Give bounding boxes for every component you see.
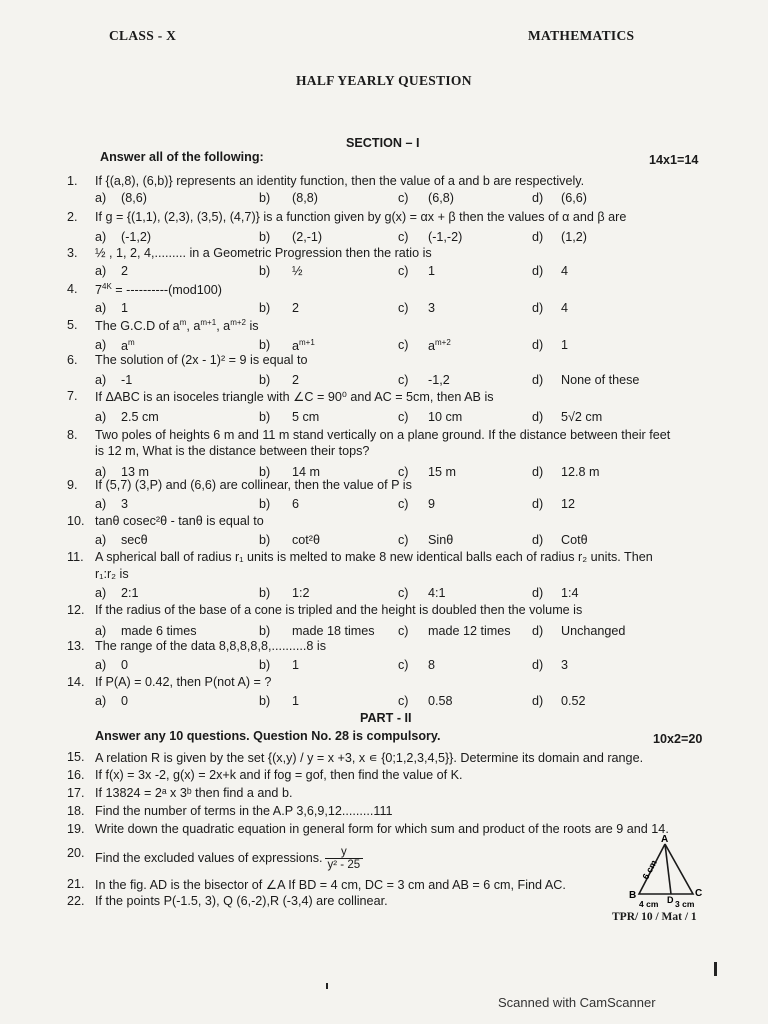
option-label: d) bbox=[532, 533, 544, 547]
option-value-text: -1 bbox=[121, 373, 133, 387]
vertex-a-label: A bbox=[661, 834, 669, 845]
option-value-text: 2 bbox=[121, 264, 129, 278]
options-row bbox=[0, 191, 768, 206]
option-value-text: 2:1 bbox=[121, 586, 139, 600]
option-label: c) bbox=[398, 465, 409, 479]
question-text-body: Find the number of terms in the A.P 3,6,9,12.........111 bbox=[95, 804, 393, 818]
option-value-text: 9 bbox=[428, 497, 436, 511]
option-value bbox=[428, 230, 462, 244]
option-label: b) bbox=[259, 264, 271, 278]
option-value bbox=[428, 694, 453, 708]
option-value-text: 3 bbox=[121, 497, 129, 511]
question-text: If P(A) = 0.42, then P(not A) = ? bbox=[95, 675, 272, 689]
option-value-text: 12 bbox=[561, 497, 576, 511]
option-value bbox=[428, 373, 450, 387]
option-value-text: secθ bbox=[121, 533, 148, 547]
option-value-text: 12.8 m bbox=[561, 465, 600, 479]
section-instruction: Answer all of the following: bbox=[100, 150, 264, 164]
option-label: b) bbox=[259, 533, 271, 547]
option-value-text: 4 bbox=[561, 264, 569, 278]
option-label: b) bbox=[259, 694, 271, 708]
option-value bbox=[292, 465, 320, 479]
option-label: c) bbox=[398, 586, 409, 600]
option-label: d) bbox=[532, 301, 544, 315]
question-text-body: A relation R is given by the set {(x,y) / y = x +3, x ∊ {0;1,2,3,4,5}}. Determine its domain and range. bbox=[95, 751, 644, 765]
question-number: 17. bbox=[67, 786, 85, 800]
question-text bbox=[95, 894, 388, 908]
option-value-text: 1 bbox=[561, 338, 569, 352]
option-value-text: 0 bbox=[121, 658, 129, 672]
option-label: c) bbox=[398, 373, 409, 387]
question-text-body: Write down the quadratic equation in general form for which sum and product of the roots are 9 and 14. bbox=[95, 822, 669, 836]
question-number: 1. bbox=[67, 174, 78, 188]
option-exponent: m+2 bbox=[435, 338, 451, 347]
option-value-text: made 6 times bbox=[121, 624, 197, 638]
option-label: b) bbox=[259, 230, 271, 244]
section-marks: 14x1=14 bbox=[649, 153, 699, 167]
option-label: a) bbox=[95, 497, 107, 511]
option-value-text: 0 bbox=[121, 694, 129, 708]
option-value-text: Cotθ bbox=[561, 533, 588, 547]
option-value bbox=[292, 658, 299, 672]
option-label: c) bbox=[398, 497, 409, 511]
option-value bbox=[561, 586, 579, 600]
question-text-continued: is 12 m, What is the distance between their tops? bbox=[95, 444, 370, 458]
fraction-numerator: y bbox=[325, 846, 364, 859]
option-value bbox=[121, 465, 149, 479]
question-number: 22. bbox=[67, 894, 85, 908]
question-text bbox=[95, 877, 566, 892]
question-text bbox=[95, 804, 393, 818]
option-value bbox=[561, 338, 568, 352]
option-label: d) bbox=[532, 410, 544, 424]
fraction-expression bbox=[325, 846, 364, 871]
question-text bbox=[95, 822, 669, 836]
scanner-watermark: Scanned with CamScanner bbox=[498, 995, 656, 1010]
options-row bbox=[0, 533, 768, 548]
option-value bbox=[121, 533, 148, 547]
option-value-text: -1,2 bbox=[428, 373, 450, 387]
option-value-text: (1,2) bbox=[561, 230, 587, 244]
options-row bbox=[0, 658, 768, 673]
question-text: Two poles of heights 6 m and 11 m stand vertically on a plane ground. If the distance between their feet bbox=[95, 428, 671, 442]
class-label: CLASS - X bbox=[109, 28, 177, 43]
question-text bbox=[95, 768, 463, 782]
option-value-text: made 18 times bbox=[292, 624, 375, 638]
option-label: b) bbox=[259, 497, 271, 511]
part2-title: PART - II bbox=[360, 711, 412, 725]
vertex-c-label: C bbox=[695, 888, 703, 899]
option-value-text: cot²θ bbox=[292, 533, 320, 547]
option-value-text: 8 bbox=[428, 658, 436, 672]
option-value bbox=[292, 624, 375, 638]
option-value bbox=[561, 533, 588, 547]
option-label: b) bbox=[259, 586, 271, 600]
option-label: d) bbox=[532, 694, 544, 708]
option-value-text: 2 bbox=[292, 373, 300, 387]
option-label: a) bbox=[95, 373, 107, 387]
question-number: 14. bbox=[67, 675, 85, 689]
question-text: tanθ cosec²θ - tanθ is equal to bbox=[95, 514, 264, 528]
option-value bbox=[292, 338, 315, 353]
option-value-text: made 12 times bbox=[428, 624, 511, 638]
option-label: b) bbox=[259, 338, 271, 352]
question-text: If {(a,8), (6,b)} represents an identity function, then the value of a and b are respectively. bbox=[95, 174, 585, 188]
question-number: 10. bbox=[67, 514, 85, 528]
option-value-text: 1:2 bbox=[292, 586, 310, 600]
option-label: c) bbox=[398, 338, 409, 352]
question-number: 9. bbox=[67, 478, 78, 492]
options-row bbox=[0, 497, 768, 512]
option-value-text: 1 bbox=[121, 301, 129, 315]
option-value bbox=[121, 624, 197, 638]
option-label: b) bbox=[259, 191, 271, 205]
option-value-text: Sinθ bbox=[428, 533, 454, 547]
options-row bbox=[0, 373, 768, 388]
scan-artifact-mark bbox=[714, 962, 717, 976]
option-label: c) bbox=[398, 694, 409, 708]
exam-title: HALF YEARLY QUESTION bbox=[296, 73, 472, 88]
option-value bbox=[428, 586, 446, 600]
option-value-text: ½ bbox=[292, 264, 303, 278]
option-value-text: 1 bbox=[428, 264, 436, 278]
options-row bbox=[0, 301, 768, 316]
option-label: a) bbox=[95, 264, 107, 278]
option-label: d) bbox=[532, 624, 544, 638]
question-text: The solution of (2x - 1)² = 9 is equal to bbox=[95, 353, 308, 367]
subject-label: MATHEMATICS bbox=[528, 28, 635, 43]
option-value bbox=[121, 264, 128, 278]
option-value-text: a bbox=[428, 339, 436, 354]
page-code: TPR/ 10 / Mat / 1 bbox=[612, 911, 697, 923]
options-row bbox=[0, 264, 768, 279]
option-label: a) bbox=[95, 694, 107, 708]
question-exponent: m bbox=[179, 318, 187, 327]
option-label: b) bbox=[259, 301, 271, 315]
option-label: a) bbox=[95, 191, 107, 205]
option-label: a) bbox=[95, 533, 107, 547]
option-label: c) bbox=[398, 191, 409, 205]
option-value bbox=[292, 410, 319, 424]
option-label: c) bbox=[398, 410, 409, 424]
question-number: 13. bbox=[67, 639, 85, 653]
question-number: 18. bbox=[67, 804, 85, 818]
vertex-b-label: B bbox=[629, 890, 637, 901]
question-exponent: m+2 bbox=[230, 318, 246, 327]
question-text-continued: r₁:r₂ is bbox=[95, 567, 129, 581]
option-value bbox=[428, 191, 454, 205]
question-text: A spherical ball of radius r₁ units is melted to make 8 new identical balls each of radius r₂ units. Then bbox=[95, 550, 653, 564]
option-label: a) bbox=[95, 301, 107, 315]
option-value bbox=[561, 465, 600, 479]
option-value-text: 3 bbox=[561, 658, 569, 672]
question-text: The range of the data 8,8,8,8,8,..........8 is bbox=[95, 639, 327, 653]
question-number: 7. bbox=[67, 389, 78, 403]
option-value-text: 4:1 bbox=[428, 586, 446, 600]
option-value bbox=[121, 230, 151, 244]
option-value-text: 14 m bbox=[292, 465, 320, 479]
question-text: If g = {(1,1), (2,3), (3,5), (4,7)} is a function given by g(x) = αx + β then the values of α and β are bbox=[95, 210, 627, 224]
section-title: SECTION – I bbox=[346, 136, 420, 150]
option-value bbox=[561, 497, 575, 511]
option-value bbox=[121, 694, 128, 708]
question-text-mid: , a bbox=[186, 319, 201, 334]
option-value bbox=[292, 694, 299, 708]
question-text-base: 7 bbox=[95, 283, 103, 298]
options-row bbox=[0, 694, 768, 709]
option-value-text: (8,6) bbox=[121, 191, 147, 205]
question-text-pre: The G.C.D of a bbox=[95, 319, 180, 334]
option-label: c) bbox=[398, 658, 409, 672]
option-value bbox=[292, 301, 299, 315]
part2-instruction: Answer any 10 questions. Question No. 28 is compulsory. bbox=[95, 729, 441, 743]
option-label: a) bbox=[95, 230, 107, 244]
option-value bbox=[561, 694, 586, 708]
side-ab-label: 6 cm bbox=[640, 858, 659, 882]
option-value bbox=[292, 373, 299, 387]
option-value bbox=[121, 338, 135, 353]
option-value-text: (-1,-2) bbox=[428, 230, 463, 244]
option-value-text: 5 cm bbox=[292, 410, 320, 424]
option-label: c) bbox=[398, 264, 409, 278]
options-row bbox=[0, 586, 768, 601]
question-text bbox=[95, 750, 643, 765]
option-value bbox=[428, 264, 435, 278]
option-value-text: 5√2 cm bbox=[561, 410, 603, 424]
option-value bbox=[121, 586, 139, 600]
option-value-text: 1:4 bbox=[561, 586, 579, 600]
option-value-text: 2.5 cm bbox=[121, 410, 159, 424]
option-value-text: 2 bbox=[292, 301, 300, 315]
part2-marks: 10x2=20 bbox=[653, 732, 703, 746]
option-value bbox=[292, 191, 318, 205]
option-label: d) bbox=[532, 465, 544, 479]
option-label: b) bbox=[259, 465, 271, 479]
question-number: 12. bbox=[67, 603, 85, 617]
question-number: 20. bbox=[67, 846, 85, 860]
option-label: d) bbox=[532, 230, 544, 244]
option-value bbox=[428, 465, 456, 479]
option-value bbox=[121, 373, 132, 387]
option-value-text: 1 bbox=[292, 658, 300, 672]
option-value bbox=[292, 230, 322, 244]
option-value-text: 0.52 bbox=[561, 694, 586, 708]
question-exponent: m+1 bbox=[200, 318, 217, 327]
question-number: 8. bbox=[67, 428, 78, 442]
option-value-text: 4 bbox=[561, 301, 569, 315]
option-value-text: 13 m bbox=[121, 465, 149, 479]
option-label: b) bbox=[259, 410, 271, 424]
option-label: a) bbox=[95, 410, 107, 424]
question-text-post: is bbox=[246, 319, 259, 334]
option-value-text: (-1,2) bbox=[121, 230, 152, 244]
question-text-body: Find the excluded values of expressions. bbox=[95, 850, 323, 865]
option-label: b) bbox=[259, 373, 271, 387]
option-value bbox=[428, 533, 453, 547]
scan-artifact-dot bbox=[326, 983, 328, 989]
question-text-rest: = ----------(mod100) bbox=[111, 283, 223, 298]
option-label: c) bbox=[398, 533, 409, 547]
option-value bbox=[121, 658, 128, 672]
triangle-figure bbox=[625, 832, 715, 914]
option-label: a) bbox=[95, 465, 107, 479]
question-text-body: If 13824 = 2ᵃ x 3ᵇ then find a and b. bbox=[95, 786, 293, 800]
option-label: a) bbox=[95, 338, 107, 352]
option-value bbox=[292, 586, 310, 600]
option-value-text: (6,6) bbox=[561, 191, 587, 205]
question-text-mid: , a bbox=[216, 319, 231, 334]
option-value bbox=[561, 230, 587, 244]
question-text-body: If the points P(-1.5, 3), Q (6,-2),R (-3,4) are collinear. bbox=[95, 894, 388, 908]
option-exponent: m bbox=[128, 338, 135, 347]
question-number: 16. bbox=[67, 768, 85, 782]
option-label: d) bbox=[532, 497, 544, 511]
option-value bbox=[292, 264, 303, 278]
question-number: 11. bbox=[67, 550, 84, 564]
options-row bbox=[0, 338, 768, 353]
question-number: 2. bbox=[67, 210, 78, 224]
option-value bbox=[428, 338, 451, 353]
question-number: 3. bbox=[67, 246, 78, 260]
options-row bbox=[0, 410, 768, 425]
question-number: 5. bbox=[67, 318, 78, 332]
option-value bbox=[428, 624, 511, 638]
segment-bd-label: 4 cm bbox=[639, 899, 659, 909]
option-value bbox=[428, 301, 435, 315]
option-label: d) bbox=[532, 586, 544, 600]
option-label: a) bbox=[95, 624, 107, 638]
question-number: 15. bbox=[67, 750, 85, 764]
options-row bbox=[0, 624, 768, 639]
option-value bbox=[561, 373, 639, 387]
option-label: c) bbox=[398, 301, 409, 315]
option-value bbox=[428, 497, 435, 511]
option-value-text: None of these bbox=[561, 373, 640, 387]
vertex-d-label: D bbox=[667, 895, 674, 905]
option-label: c) bbox=[398, 624, 409, 638]
option-label: d) bbox=[532, 191, 544, 205]
option-value bbox=[561, 658, 568, 672]
option-value-text: 10 cm bbox=[428, 410, 463, 424]
option-value-text: a bbox=[292, 339, 300, 354]
question-text: If ΔABC is an isoceles triangle with ∠C = 90⁰ and AC = 5cm, then AB is bbox=[95, 390, 494, 404]
option-label: d) bbox=[532, 338, 544, 352]
option-value-text: (2,-1) bbox=[292, 230, 323, 244]
option-label: b) bbox=[259, 658, 271, 672]
option-value bbox=[561, 191, 587, 205]
option-value bbox=[428, 658, 435, 672]
question-number: 4. bbox=[67, 282, 78, 296]
option-value-text: Unchanged bbox=[561, 624, 626, 638]
option-value-text: 6 bbox=[292, 497, 300, 511]
question-text-body: If f(x) = 3x -2, g(x) = 2x+k and if fog = gof, then find the value of K. bbox=[95, 768, 463, 782]
option-value-text: 3 bbox=[428, 301, 436, 315]
option-label: c) bbox=[398, 230, 409, 244]
option-label: d) bbox=[532, 373, 544, 387]
question-text bbox=[95, 846, 363, 871]
option-value bbox=[561, 410, 602, 424]
option-label: d) bbox=[532, 264, 544, 278]
option-value bbox=[428, 410, 462, 424]
option-value-text: 1 bbox=[292, 694, 300, 708]
question-text: If (5,7) (3,P) and (6,6) are collinear, then the value of P is bbox=[95, 478, 412, 492]
option-value-text: a bbox=[121, 339, 129, 354]
question-number: 21. bbox=[67, 877, 85, 891]
option-value-text: (6,8) bbox=[428, 191, 454, 205]
option-value-text: 15 m bbox=[428, 465, 456, 479]
option-label: a) bbox=[95, 586, 107, 600]
question-text bbox=[95, 786, 292, 800]
option-value bbox=[121, 191, 147, 205]
question-number: 19. bbox=[67, 822, 85, 836]
question-text-body: In the fig. AD is the bisector of ∠A If BD = 4 cm, DC = 3 cm and AB = 6 cm, Find AC. bbox=[95, 878, 566, 892]
option-value-text: 0.58 bbox=[428, 694, 453, 708]
question-number: 6. bbox=[67, 353, 78, 367]
option-value bbox=[292, 533, 320, 547]
option-value bbox=[561, 264, 568, 278]
question-text: If the radius of the base of a cone is tripled and the height is doubled then the volume is bbox=[95, 603, 583, 617]
option-value bbox=[121, 410, 159, 424]
option-label: b) bbox=[259, 624, 271, 638]
question-exponent: 4K bbox=[102, 282, 112, 291]
fraction-denominator: y² - 25 bbox=[327, 859, 361, 871]
option-value-text: (8,8) bbox=[292, 191, 318, 205]
option-value bbox=[121, 497, 128, 511]
option-value bbox=[292, 497, 299, 511]
option-value bbox=[561, 624, 625, 638]
options-row bbox=[0, 230, 768, 245]
question-text bbox=[95, 282, 222, 297]
option-value bbox=[121, 301, 128, 315]
question-text: ½ , 1, 2, 4,......... in a Geometric Progression then the ratio is bbox=[95, 246, 432, 260]
question-text bbox=[95, 318, 259, 333]
option-value bbox=[561, 301, 568, 315]
option-exponent: m+1 bbox=[299, 338, 315, 347]
segment-dc-label: 3 cm bbox=[675, 899, 695, 909]
option-label: d) bbox=[532, 658, 544, 672]
option-label: a) bbox=[95, 658, 107, 672]
